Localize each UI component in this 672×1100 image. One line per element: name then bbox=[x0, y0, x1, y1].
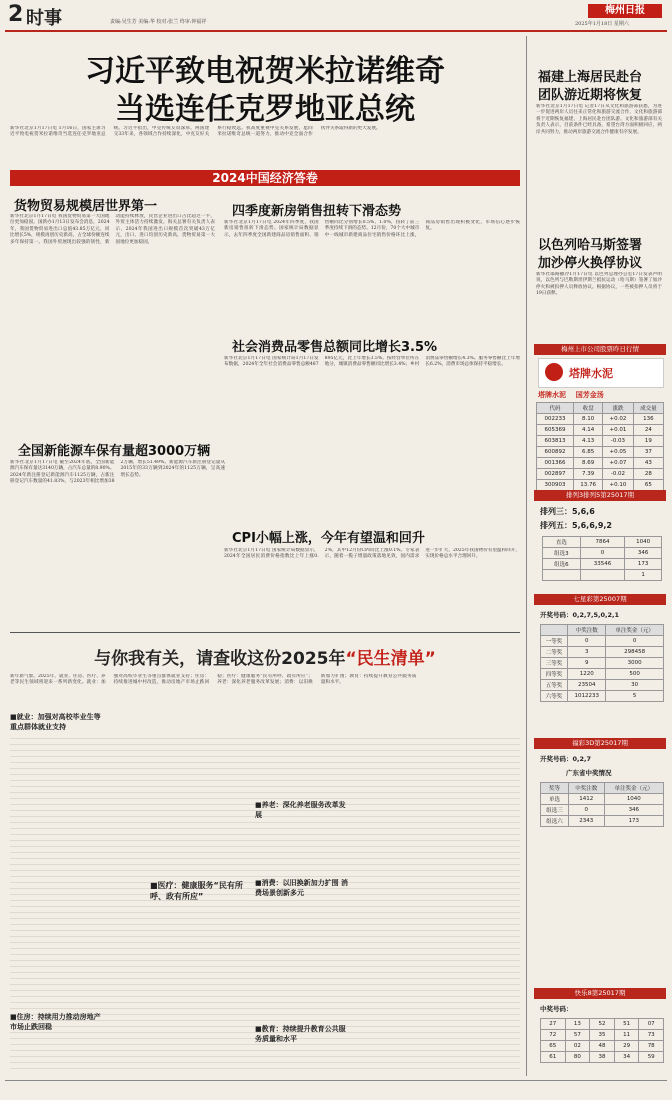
subhead-housing: ■住房：持续用力推动房地产市场止跌回稳 bbox=[10, 1013, 101, 1031]
pl5-numbers: 排列五：5,6,6,9,2 bbox=[540, 521, 612, 530]
stock-col-close: 收盘 bbox=[574, 403, 603, 414]
table-row: 72 57 35 11 73 bbox=[541, 1030, 664, 1041]
retail-body: 新华社北京1月17日电 国家统计局1月17日发布数据，2024年全年社会消费品零售总额487895亿元，比上年增长3.5%。按经营单位所在地分，城镇消费品零售额同比增长3.4%；乡村消费品零售额增长4.3%。服务零售额比上年增长6.2%，消费市场总体保持平稳增长。 bbox=[224, 356, 520, 368]
subhead-employment: ■就业：加强对高校毕业生等重点群体就业支持 bbox=[10, 713, 101, 731]
trade-body: 新华社北京1月17日电 我国货物贸易第一大国地位更加稳固。国新办1月13日发布会消息，2024年，我国货物贸易进出口总值43.85万亿元，同比增长5%，规模再创历史新高，占全球份额连续多年保持第一。我国外贸展现出较强的韧性，新动能持续释放，民营企业进出口占比超过一半，外贸主体活力持续激发。海关总署有关负责人表示，2024年我国进出口规模首次突破43万亿元，出口、进口均创历史新高，货物贸易第一大国地位更加稳固。 bbox=[10, 214, 215, 245]
table-row: 002233 8.10 +0.02 136 bbox=[537, 414, 664, 425]
stock-header: 梅州上市公司股票昨日行情 bbox=[534, 344, 666, 355]
subhead-elderly: ■养老：深化养老服务改革发展 bbox=[255, 801, 346, 819]
stock-company-1: 塔牌水泥 bbox=[569, 367, 613, 380]
table-row: 27 13 52 51 07 bbox=[541, 1019, 664, 1030]
subhead-consumption: ■消费：以旧换新加力扩围 消费场景创新多元 bbox=[255, 879, 349, 897]
qlc-table: 中奖注数 单注奖金（元） 一等奖 0 0 二等奖 3 298458 三等奖 9 3000 四等奖 1220 500 五等奖 23504 30 六等奖 1012233 5 bbox=[540, 624, 664, 702]
fujian-title-1: 福建上海居民赴台 bbox=[538, 70, 643, 85]
banner-title: 2024中国经济答卷 bbox=[212, 171, 318, 185]
livelihood-title bbox=[10, 644, 520, 669]
ev-title: 全国新能源车保有量超3000万辆 bbox=[18, 444, 211, 459]
table-row: 001366 8.69 +0.07 43 bbox=[537, 458, 664, 469]
table-row: 组选三 0 346 bbox=[541, 805, 664, 816]
stock-table bbox=[536, 402, 664, 491]
stock-logo bbox=[538, 358, 664, 388]
table-row: 二等奖 3 298458 bbox=[541, 647, 664, 658]
date: 2025年1月18日 星期六 bbox=[575, 21, 629, 27]
table-row: 605369 4.14 +0.01 24 bbox=[537, 425, 664, 436]
pl3-table bbox=[542, 536, 662, 581]
table-row: 六等奖 1012233 5 bbox=[541, 691, 664, 702]
credits: 责编:吴生芳 美编:华 校对:张兰 终审:钟福祥 bbox=[110, 19, 207, 25]
table-row: 组选6 33546 173 bbox=[543, 559, 662, 570]
table-row: 组选六 2343 173 bbox=[541, 816, 664, 827]
page-number: 2 bbox=[8, 2, 24, 27]
stock-col-change: 涨跌 bbox=[603, 403, 634, 414]
table-row: 五等奖 23504 30 bbox=[541, 680, 664, 691]
table-row: 组选3 0 346 bbox=[543, 548, 662, 559]
paper-logo bbox=[588, 4, 662, 18]
right-column-divider bbox=[526, 36, 527, 1076]
section-title: 时事 bbox=[26, 8, 62, 29]
gaza-title-1: 以色列哈马斯签署 bbox=[538, 238, 643, 253]
fc3d-header: 福彩3D第25017期 bbox=[534, 738, 666, 749]
subhead-medical: ■医疗：健康服务“民有所呼、政有所应” bbox=[150, 881, 243, 901]
table-row: 61 80 38 34 59 bbox=[541, 1052, 664, 1063]
table-row: 002897 7.39 -0.02 28 bbox=[537, 469, 664, 480]
table-row: 65 02 48 29 78 bbox=[541, 1041, 664, 1052]
banner bbox=[10, 170, 520, 186]
pl3-header: 排列3排列5第25017期 bbox=[534, 490, 666, 501]
table-row: 四等奖 1220 500 bbox=[541, 669, 664, 680]
fc3d-numbers: 开奖号码：0,2,7 bbox=[540, 755, 592, 763]
cpi-body: 新华社北京1月17日电 国家统计局数据显示，2024年全国居民消费价格指数比上年上涨0.2%，其中12月份CPI同比上涨0.1%。专家表示，随着一揽子增量政策落地见效，国内需求进一步扩大，2025年我国物价有望温和回升，实现价格总水平合理回升。 bbox=[224, 548, 520, 560]
qlc-numbers: 开奖号码：0,2,7,5,0,2,1 bbox=[540, 611, 619, 619]
housing-title: 四季度新房销售扭转下滑态势 bbox=[232, 204, 402, 219]
livelihood-title-main: 与你我有关，请查收这份2025年 bbox=[94, 649, 346, 669]
table-row: 直选 7864 1040 bbox=[543, 537, 662, 548]
table-row: 一等奖 0 0 bbox=[541, 636, 664, 647]
table-row: 603813 4.13 -0.03 19 bbox=[537, 436, 664, 447]
table-row: 600892 6.85 +0.05 37 bbox=[537, 447, 664, 458]
table-row: 单选 1412 1040 bbox=[541, 794, 664, 805]
masthead-rule bbox=[5, 30, 667, 32]
fujian-body: 新华社北京1月17日电 记者17日从文化和旅游部获悉，为进一步促进两岸人员往来正常化和旅游交流合作，文化和旅游部将于近期恢复福建、上海居民赴台团队游。文化和旅游部有关负责人表示，目前条件已经具备，希望台湾方面积极回应，两岸共同努力，推动两岸旅游交流合作健康有序发展。 bbox=[536, 104, 662, 135]
stock-col-code: 代码 bbox=[537, 403, 574, 414]
housing-body: 新华社北京1月17日电 2024年四季度，我国新房销售扭转下滑态势。国家统计局数据显示，去年四季度全国新建商品房销售面积、销售额同比分别增长0.5%、1.0%，扭转了前三季度持续下滑的态势。12月份，70个大中城市中一线城市新建商品住宅销售价格环比上涨，商品房销售出现积极变化，市场信心逐步恢复。 bbox=[224, 220, 520, 238]
gaza-title-2: 加沙停火换俘协议 bbox=[538, 256, 643, 271]
fujian-title-2: 团队游近期将恢复 bbox=[538, 88, 643, 103]
trade-title: 货物贸易规模居世界第一 bbox=[14, 199, 158, 214]
paper-name: 梅州日报 bbox=[605, 5, 645, 16]
table-row: 1 bbox=[543, 570, 662, 581]
retail-title: 社会消费品零售总额同比增长3.5% bbox=[232, 340, 438, 355]
ev-body: 新华社北京1月17日电 截至2024年底，全国新能源汽车保有量达3140万辆，占汽车总量的8.90%。2024年新注册登记新能源汽车1125万辆，占新注册登记汽车数量的41.83%，与2023年相比增加382万辆，增长51.49%。新能源汽车新注册登记量从2015年的33万辆到2024年的1125万辆，呈高速增长态势。 bbox=[10, 460, 225, 485]
livelihood-title-highlight: “民生清单” bbox=[345, 649, 436, 669]
lead-headline-1: 习近平致电祝贺米拉诺维奇 bbox=[85, 54, 445, 89]
table-row: 三等奖 9 3000 bbox=[541, 658, 664, 669]
table-row: 300903 13.76 +0.10 65 bbox=[537, 480, 664, 491]
gaza-body: 新华社耶路撒冷1月17日电 以色列总理办公室17日发表声明说，以色列与巴勒斯坦伊斯兰抵抗运动（哈马斯）签署了加沙停火和被扣押人员释放协议。根据协议，一些被扣押人员将于19日获释。 bbox=[536, 272, 662, 297]
fc3d-table: 奖等 中奖注数 单注奖金（元） 单选 1412 1040 组选三 0 346 组选六 2343 173 bbox=[540, 782, 664, 827]
cpi-title: CPI小幅上涨，今年有望温和回升 bbox=[232, 531, 425, 546]
fc3d-sub: 广东省中奖情况 bbox=[566, 769, 612, 777]
kl8-table bbox=[540, 1018, 664, 1063]
kl8-label: 中奖号码： bbox=[540, 1005, 573, 1013]
section-divider bbox=[10, 632, 520, 633]
lead-body: 新华社北京1月17日电 1月16日，国家主席习近平致电祝贺米拉诺维奇当选连任克罗地亚总统。习近平指出，中克传统友谊深厚。两国建交33年来，各领域合作持续深化，中克友好关系行稳致远。我高度重视中克关系发展，愿同米拉诺维奇总统一道努力，推动中克全面合作伙伴关系取得新的更大发展。 bbox=[10, 126, 381, 138]
kl8-header: 快乐8第25017期 bbox=[534, 988, 666, 999]
footer-rule bbox=[5, 1080, 667, 1081]
lead-headline-2: 当选连任克罗地亚总统 bbox=[115, 92, 415, 127]
masthead bbox=[0, 0, 672, 30]
subhead-education: ■教育：持续提升教育公共服务质量和水平 bbox=[255, 1025, 346, 1043]
stock-companies: 塔牌水泥 国芳金汤 bbox=[538, 391, 604, 399]
livelihood-body: 新年新气象。2025年，就业、住房、医疗、养老等民生领域将迎来一系列新变化。就业：加强对高校毕业生等重点群体就业支持；住房：持续推进城中村改造，推动房地产市场止跌回稳；医疗：健康服务“民有所呼、政有所应”；养老：深化养老服务改革发展；消费：以旧换新加力扩围；教育：持续提升教育公共服务质量和水平。 bbox=[10, 674, 417, 686]
pl3-numbers: 排列三：5,6,6 bbox=[540, 507, 595, 516]
qlc-header: 七星彩第25007期 bbox=[534, 594, 666, 605]
livelihood-subheads bbox=[10, 712, 520, 1072]
stock-col-volume: 成交量 bbox=[633, 403, 663, 414]
tapai-logo-icon bbox=[545, 363, 563, 381]
